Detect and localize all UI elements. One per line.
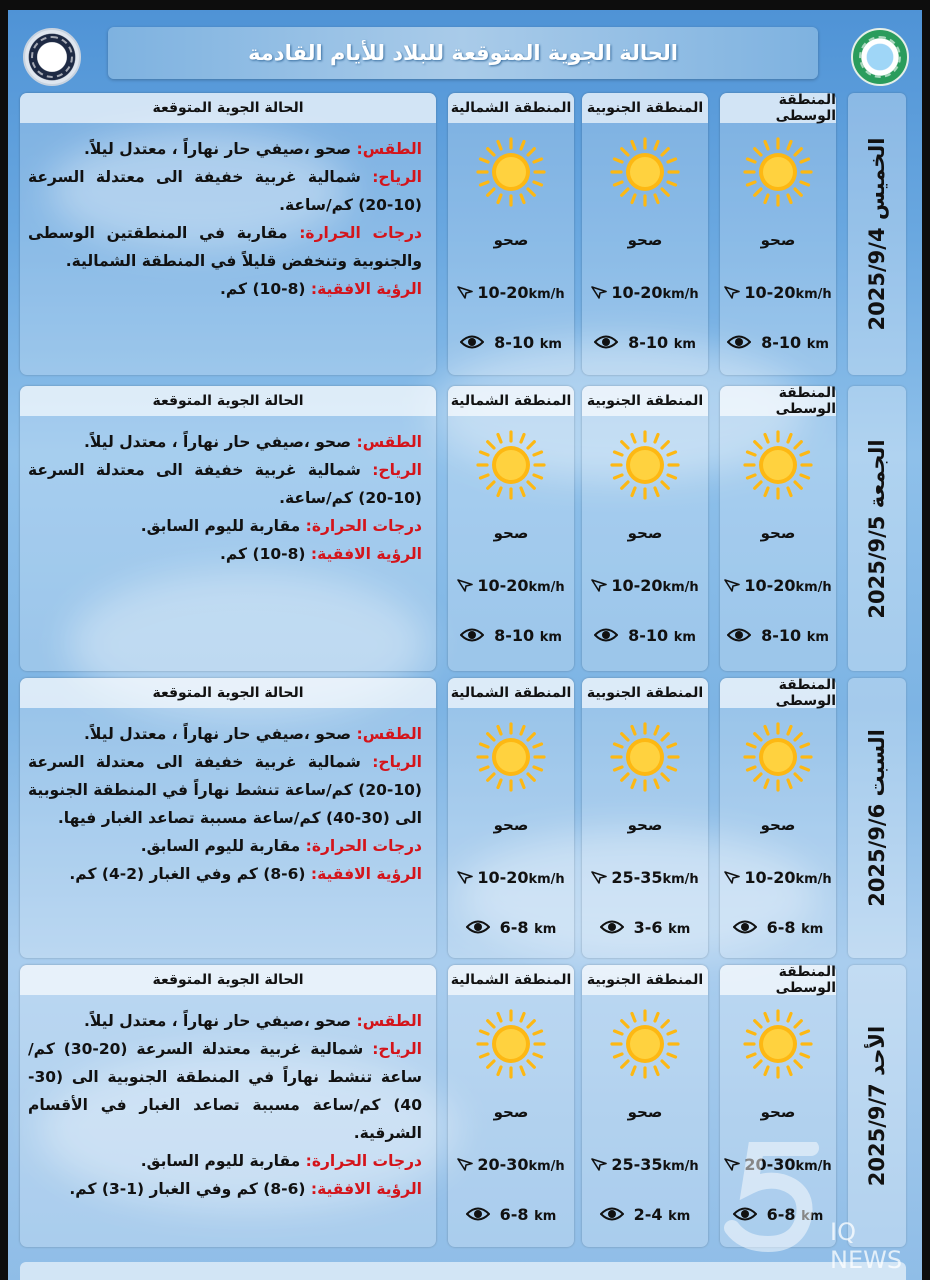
weather-label: الطقس: xyxy=(356,725,422,743)
wind-unit: km/h xyxy=(795,1159,832,1174)
wind-direction-icon xyxy=(457,578,473,592)
wind-value: 10-20 xyxy=(611,283,663,302)
sun-icon xyxy=(610,1009,680,1079)
sun-icon xyxy=(476,722,546,792)
visibility-value: 8-10 xyxy=(628,333,669,352)
weather-text: صحو ،صيفي حار نهاراً ، معتدل ليلاً. xyxy=(84,725,352,743)
weather-label: الطقس: xyxy=(356,140,422,158)
page-title-bar xyxy=(108,27,818,79)
region-name: المنطقة الجنوبية xyxy=(582,386,708,416)
wind-label: الرياح: xyxy=(372,1040,422,1058)
ministry-logo xyxy=(23,28,81,86)
region-name: المنطقة الجنوبية xyxy=(582,965,708,995)
region-panel xyxy=(720,386,836,671)
wind-direction-icon xyxy=(457,1157,473,1171)
region-wind xyxy=(448,1155,574,1174)
eye-icon xyxy=(594,334,618,350)
wind-direction-icon xyxy=(591,870,607,884)
forecast-sheet xyxy=(8,10,922,1280)
visibility-value: 6-8 xyxy=(766,918,796,937)
day-row xyxy=(20,678,906,958)
weather-label: الطقس: xyxy=(356,1012,422,1030)
wind-value: 10-20 xyxy=(477,283,529,302)
weather-text: صحو ،صيفي حار نهاراً ، معتدل ليلاً. xyxy=(84,433,352,451)
forecast-summary-text xyxy=(28,1007,422,1203)
region-panel xyxy=(448,93,574,375)
wind-direction-icon xyxy=(724,285,740,299)
visibility-unit: km xyxy=(539,630,562,645)
weather-text: صحو ،صيفي حار نهاراً ، معتدل ليلاً. xyxy=(84,1012,352,1030)
region-condition: صحو xyxy=(760,231,796,249)
region-visibility xyxy=(720,626,836,645)
visibility-text: (6-8) كم وفي الغبار (1-3) كم. xyxy=(69,1180,306,1198)
region-visibility xyxy=(720,918,836,937)
day-row xyxy=(20,93,906,375)
region-wind xyxy=(582,283,708,302)
wind-unit: km/h xyxy=(795,872,832,887)
day-date-panel xyxy=(848,678,906,958)
region-condition: صحو xyxy=(493,524,529,542)
visibility-label: الرؤية الافقية: xyxy=(310,1180,422,1198)
eye-icon xyxy=(466,919,490,935)
region-condition: صحو xyxy=(627,1103,663,1121)
day-date: الأحد 2025/9/7 xyxy=(865,1025,889,1187)
region-name: المنطقة الجنوبية xyxy=(582,678,708,708)
wind-direction-icon xyxy=(457,870,473,884)
temperature-text: مقاربة لليوم السابق. xyxy=(140,517,301,535)
visibility-unit: km xyxy=(806,630,829,645)
forecast-summary-title: الحالة الجوية المتوقعة xyxy=(20,965,436,995)
temperature-label: درجات الحرارة: xyxy=(305,1152,422,1170)
region-panel xyxy=(582,386,708,671)
day-row xyxy=(20,386,906,671)
eye-icon xyxy=(460,334,484,350)
day-date: السبت 2025/9/6 xyxy=(865,729,889,907)
region-visibility xyxy=(448,918,574,937)
wind-unit: km/h xyxy=(528,872,565,887)
sun-icon xyxy=(743,430,813,500)
region-condition: صحو xyxy=(627,524,663,542)
region-name: المنطقة الشمالية xyxy=(448,678,574,708)
visibility-value: 2-4 xyxy=(633,1205,663,1224)
region-wind xyxy=(720,283,836,302)
visibility-unit: km xyxy=(673,337,696,352)
visibility-unit: km xyxy=(668,1209,691,1224)
region-name: المنطقة الشمالية xyxy=(448,93,574,123)
sun-icon xyxy=(743,1009,813,1079)
wind-value: 20-30 xyxy=(744,1155,796,1174)
region-condition: صحو xyxy=(627,816,663,834)
visibility-value: 8-10 xyxy=(628,626,669,645)
eye-icon xyxy=(460,627,484,643)
region-panel xyxy=(582,93,708,375)
visibility-unit: km xyxy=(801,922,824,937)
eye-icon xyxy=(600,1206,624,1222)
wind-unit: km/h xyxy=(795,580,832,595)
temperature-label: درجات الحرارة: xyxy=(305,517,422,535)
weather-label: الطقس: xyxy=(356,433,422,451)
day-date-panel xyxy=(848,965,906,1247)
region-name: المنطقة الوسطى xyxy=(720,386,836,416)
region-name: المنطقة الشمالية xyxy=(448,386,574,416)
eye-icon xyxy=(733,919,757,935)
sun-icon xyxy=(476,137,546,207)
visibility-unit: km xyxy=(534,922,557,937)
region-visibility xyxy=(448,626,574,645)
wind-value: 10-20 xyxy=(744,576,796,595)
sun-icon xyxy=(610,430,680,500)
forecast-summary-title: الحالة الجوية المتوقعة xyxy=(20,93,436,123)
wind-text: شمالية غربية خفيفة الى معتدلة السرعة (10-20) كم/ساعة تنشط نهاراً في المنطقة الجنوبية الى (30-40) كم/ساعة مسببة تصاعد الغبار فيها. xyxy=(28,753,422,827)
visibility-label: الرؤية الافقية: xyxy=(310,865,422,883)
forecast-summary-panel xyxy=(20,386,436,671)
temperature-text: مقاربة لليوم السابق. xyxy=(140,1152,301,1170)
region-condition: صحو xyxy=(493,231,529,249)
wind-unit: km/h xyxy=(795,287,832,302)
eye-icon xyxy=(727,627,751,643)
region-wind xyxy=(582,1155,708,1174)
visibility-value: 8-10 xyxy=(494,333,535,352)
wind-label: الرياح: xyxy=(372,461,422,479)
forecast-summary-text xyxy=(28,428,422,568)
wind-value: 10-20 xyxy=(477,868,529,887)
wind-value: 25-35 xyxy=(611,1155,663,1174)
visibility-unit: km xyxy=(539,337,562,352)
region-name: المنطقة الوسطى xyxy=(720,678,836,708)
region-panel xyxy=(448,678,574,958)
weather-text: صحو ،صيفي حار نهاراً ، معتدل ليلاً. xyxy=(84,140,352,158)
meteorology-logo xyxy=(851,28,909,86)
wind-unit: km/h xyxy=(528,287,565,302)
visibility-text: (8-10) كم. xyxy=(220,280,306,298)
wind-unit: km/h xyxy=(662,1159,699,1174)
sun-icon xyxy=(610,722,680,792)
watermark-text: IQ NEWS xyxy=(830,1218,903,1274)
day-date: الجمعة 2025/9/5 xyxy=(865,438,889,619)
region-panel xyxy=(582,965,708,1247)
region-visibility xyxy=(582,918,708,937)
day-date: الخميس 2025/9/4 xyxy=(865,137,889,331)
region-visibility xyxy=(448,1205,574,1224)
region-wind xyxy=(720,576,836,595)
region-visibility xyxy=(582,333,708,352)
visibility-value: 3-6 xyxy=(633,918,663,937)
region-wind xyxy=(582,868,708,887)
forecast-summary-panel xyxy=(20,93,436,375)
region-condition: صحو xyxy=(493,1103,529,1121)
region-name: المنطقة الوسطى xyxy=(720,965,836,995)
region-visibility xyxy=(720,333,836,352)
visibility-label: الرؤية الافقية: xyxy=(310,280,422,298)
wind-value: 20-30 xyxy=(477,1155,529,1174)
eye-icon xyxy=(727,334,751,350)
region-wind xyxy=(448,283,574,302)
wind-text: شمالية غربية خفيفة الى معتدلة السرعة (10-20) كم/ساعة. xyxy=(28,168,422,214)
wind-unit: km/h xyxy=(662,287,699,302)
day-date-panel xyxy=(848,386,906,671)
eye-icon xyxy=(594,627,618,643)
sun-icon xyxy=(476,1009,546,1079)
wind-value: 10-20 xyxy=(744,868,796,887)
forecast-summary-panel xyxy=(20,965,436,1247)
wind-value: 10-20 xyxy=(477,576,529,595)
forecast-summary-title: الحالة الجوية المتوقعة xyxy=(20,678,436,708)
region-wind xyxy=(448,576,574,595)
wind-text: شمالية غربية خفيفة الى معتدلة السرعة (10-20) كم/ساعة. xyxy=(28,461,422,507)
forecast-summary-text xyxy=(28,135,422,303)
wind-direction-icon xyxy=(591,1157,607,1171)
wind-value: 10-20 xyxy=(611,576,663,595)
wind-label: الرياح: xyxy=(372,168,422,186)
visibility-text: (6-8) كم وفي الغبار (2-4) كم. xyxy=(69,865,306,883)
wind-label: الرياح: xyxy=(372,753,422,771)
wind-unit: km/h xyxy=(662,872,699,887)
temperature-label: درجات الحرارة: xyxy=(305,837,422,855)
visibility-unit: km xyxy=(668,922,691,937)
visibility-unit: km xyxy=(673,630,696,645)
visibility-text: (8-10) كم. xyxy=(220,545,306,563)
region-condition: صحو xyxy=(760,524,796,542)
region-condition: صحو xyxy=(760,1103,796,1121)
wind-unit: km/h xyxy=(528,1159,565,1174)
eye-icon xyxy=(466,1206,490,1222)
region-wind xyxy=(720,868,836,887)
region-condition: صحو xyxy=(627,231,663,249)
visibility-value: 8-10 xyxy=(494,626,535,645)
region-wind xyxy=(582,576,708,595)
page-title: الحالة الجوية المتوقعة للبلاد للأيام القادمة xyxy=(248,41,678,65)
wind-value: 25-35 xyxy=(611,868,663,887)
region-panel xyxy=(720,678,836,958)
temperature-text: مقاربة في المنطقتين الوسطى والجنوبية وتنخفض قليلاً في المنطقة الشمالية. xyxy=(28,224,422,270)
temperature-text: مقاربة لليوم السابق. xyxy=(140,837,301,855)
sun-icon xyxy=(743,137,813,207)
wind-direction-icon xyxy=(457,285,473,299)
visibility-value: 8-10 xyxy=(761,333,802,352)
sun-icon xyxy=(610,137,680,207)
region-panel xyxy=(448,965,574,1247)
visibility-value: 6-8 xyxy=(499,1205,529,1224)
wind-text: شمالية غربية معتدلة السرعة (20-30) كم/ساعة تنشط نهاراً في المنطقة الجنوبية الى (30-40) كم/ساعة مسببة تصاعد الغبار في الأقسام الشرقية. xyxy=(28,1040,422,1142)
region-name: المنطقة الجنوبية xyxy=(582,93,708,123)
region-panel xyxy=(582,678,708,958)
day-date-panel xyxy=(848,93,906,375)
footer-legend-bar xyxy=(20,1262,906,1280)
region-name: المنطقة الوسطى xyxy=(720,93,836,123)
region-wind xyxy=(448,868,574,887)
visibility-value: 6-8 xyxy=(766,1205,796,1224)
region-panel xyxy=(720,93,836,375)
visibility-value: 6-8 xyxy=(499,918,529,937)
wind-unit: km/h xyxy=(662,580,699,595)
forecast-summary-title: الحالة الجوية المتوقعة xyxy=(20,386,436,416)
region-visibility xyxy=(582,626,708,645)
region-condition: صحو xyxy=(493,816,529,834)
wind-unit: km/h xyxy=(528,580,565,595)
wind-direction-icon xyxy=(724,870,740,884)
sun-icon xyxy=(476,430,546,500)
region-name: المنطقة الشمالية xyxy=(448,965,574,995)
visibility-unit: km xyxy=(801,1209,824,1224)
region-condition: صحو xyxy=(760,816,796,834)
forecast-summary-text xyxy=(28,720,422,888)
temperature-label: درجات الحرارة: xyxy=(299,224,422,242)
region-visibility xyxy=(448,333,574,352)
visibility-value: 8-10 xyxy=(761,626,802,645)
wind-direction-icon xyxy=(724,578,740,592)
region-visibility xyxy=(582,1205,708,1224)
wind-value: 10-20 xyxy=(744,283,796,302)
visibility-label: الرؤية الافقية: xyxy=(310,545,422,563)
wind-direction-icon xyxy=(591,578,607,592)
forecast-summary-panel xyxy=(20,678,436,958)
visibility-unit: km xyxy=(806,337,829,352)
region-panel xyxy=(448,386,574,671)
iq-news-5-logo xyxy=(716,1142,836,1252)
wind-direction-icon xyxy=(591,285,607,299)
eye-icon xyxy=(600,919,624,935)
sun-icon xyxy=(743,722,813,792)
visibility-unit: km xyxy=(534,1209,557,1224)
